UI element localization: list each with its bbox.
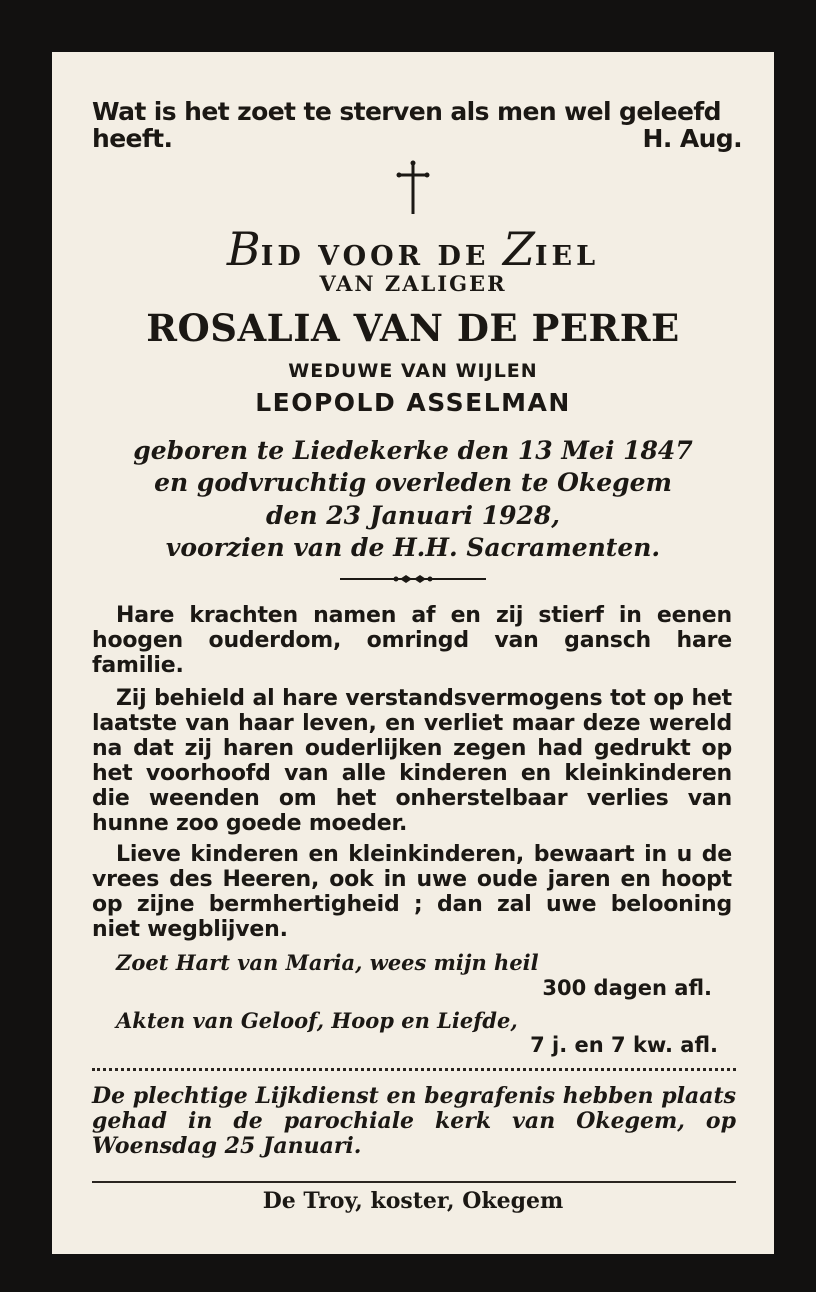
paragraph-1-text: Hare krachten namen af en zij stierf in eenen hoogen ouderdom, omringd van gansch hare familie. bbox=[92, 603, 732, 678]
title-text-2: IEL bbox=[534, 241, 600, 272]
paragraph-1 bbox=[92, 603, 732, 678]
title-initial-b: B bbox=[226, 222, 261, 276]
funeral-notice: De plechtige Lijkdienst en begrafenis hebben plaats gehad in de parochiale kerk van Okegem, op Woensdag 25 Januari. bbox=[92, 1083, 736, 1159]
title-initial-z: Z bbox=[502, 222, 535, 276]
paragraph-3 bbox=[92, 842, 732, 942]
van-zaliger: VAN ZALIGER bbox=[319, 271, 507, 296]
birth-line: geboren te Liedekerke den 13 Mei 1847 bbox=[133, 436, 693, 465]
paragraph-2-text: Zij behield al hare verstandsvermogens tot op het laatste van haar leven, en verliet maar deze wereld na dat zij haren ouderlijken zegen had gedrukt op het voorhoofd van alle kinderen en kleinkinderen die weenden om het onherstelbaar verlies van hunne zoo goede moeder. bbox=[92, 686, 732, 836]
weduwe-label: WEDUWE VAN WIJLEN bbox=[288, 360, 538, 382]
cross-icon bbox=[393, 160, 433, 216]
quote-line-2: heeft. bbox=[92, 124, 173, 153]
sacraments-line: voorzien van de H.H. Sacramenten. bbox=[165, 533, 661, 562]
divider-ornament-icon bbox=[340, 573, 486, 585]
solid-divider bbox=[92, 1181, 736, 1183]
indulgence-2: 7 j. en 7 kw. afl. bbox=[530, 1033, 718, 1057]
prayer-2: Akten van Geloof, Hoop en Liefde, bbox=[116, 1008, 518, 1033]
title-text-1: ID VOOR DE bbox=[260, 241, 503, 272]
husband-name: LEOPOLD ASSELMAN bbox=[255, 388, 571, 417]
quote-line-1: Wat is het zoet te sterven als men wel geleefd bbox=[92, 97, 721, 126]
deceased-name: ROSALIA VAN DE PERRE bbox=[146, 306, 680, 350]
quote-author: H. Aug. bbox=[642, 124, 742, 153]
page-title bbox=[52, 222, 774, 276]
paragraph-2 bbox=[92, 686, 732, 836]
printer-credit: De Troy, koster, Okegem bbox=[262, 1188, 564, 1214]
death-line: en godvruchtig overleden te Okegem bbox=[154, 468, 672, 497]
dotted-divider bbox=[92, 1068, 736, 1071]
indulgence-1: 300 dagen afl. bbox=[542, 976, 712, 1000]
quote bbox=[92, 97, 742, 153]
death-date-line: den 23 Januari 1928, bbox=[266, 501, 560, 530]
prayer-1: Zoet Hart van Maria, wees mijn heil bbox=[116, 950, 539, 975]
memorial-card bbox=[52, 52, 774, 1254]
paragraph-3-text: Lieve kinderen en kleinkinderen, bewaart in u de vrees des Heeren, ook in uwe oude jaren en hoopt op zijne bermhertigheid ; dan zal uwe belooning niet wegblijven. bbox=[92, 842, 732, 942]
